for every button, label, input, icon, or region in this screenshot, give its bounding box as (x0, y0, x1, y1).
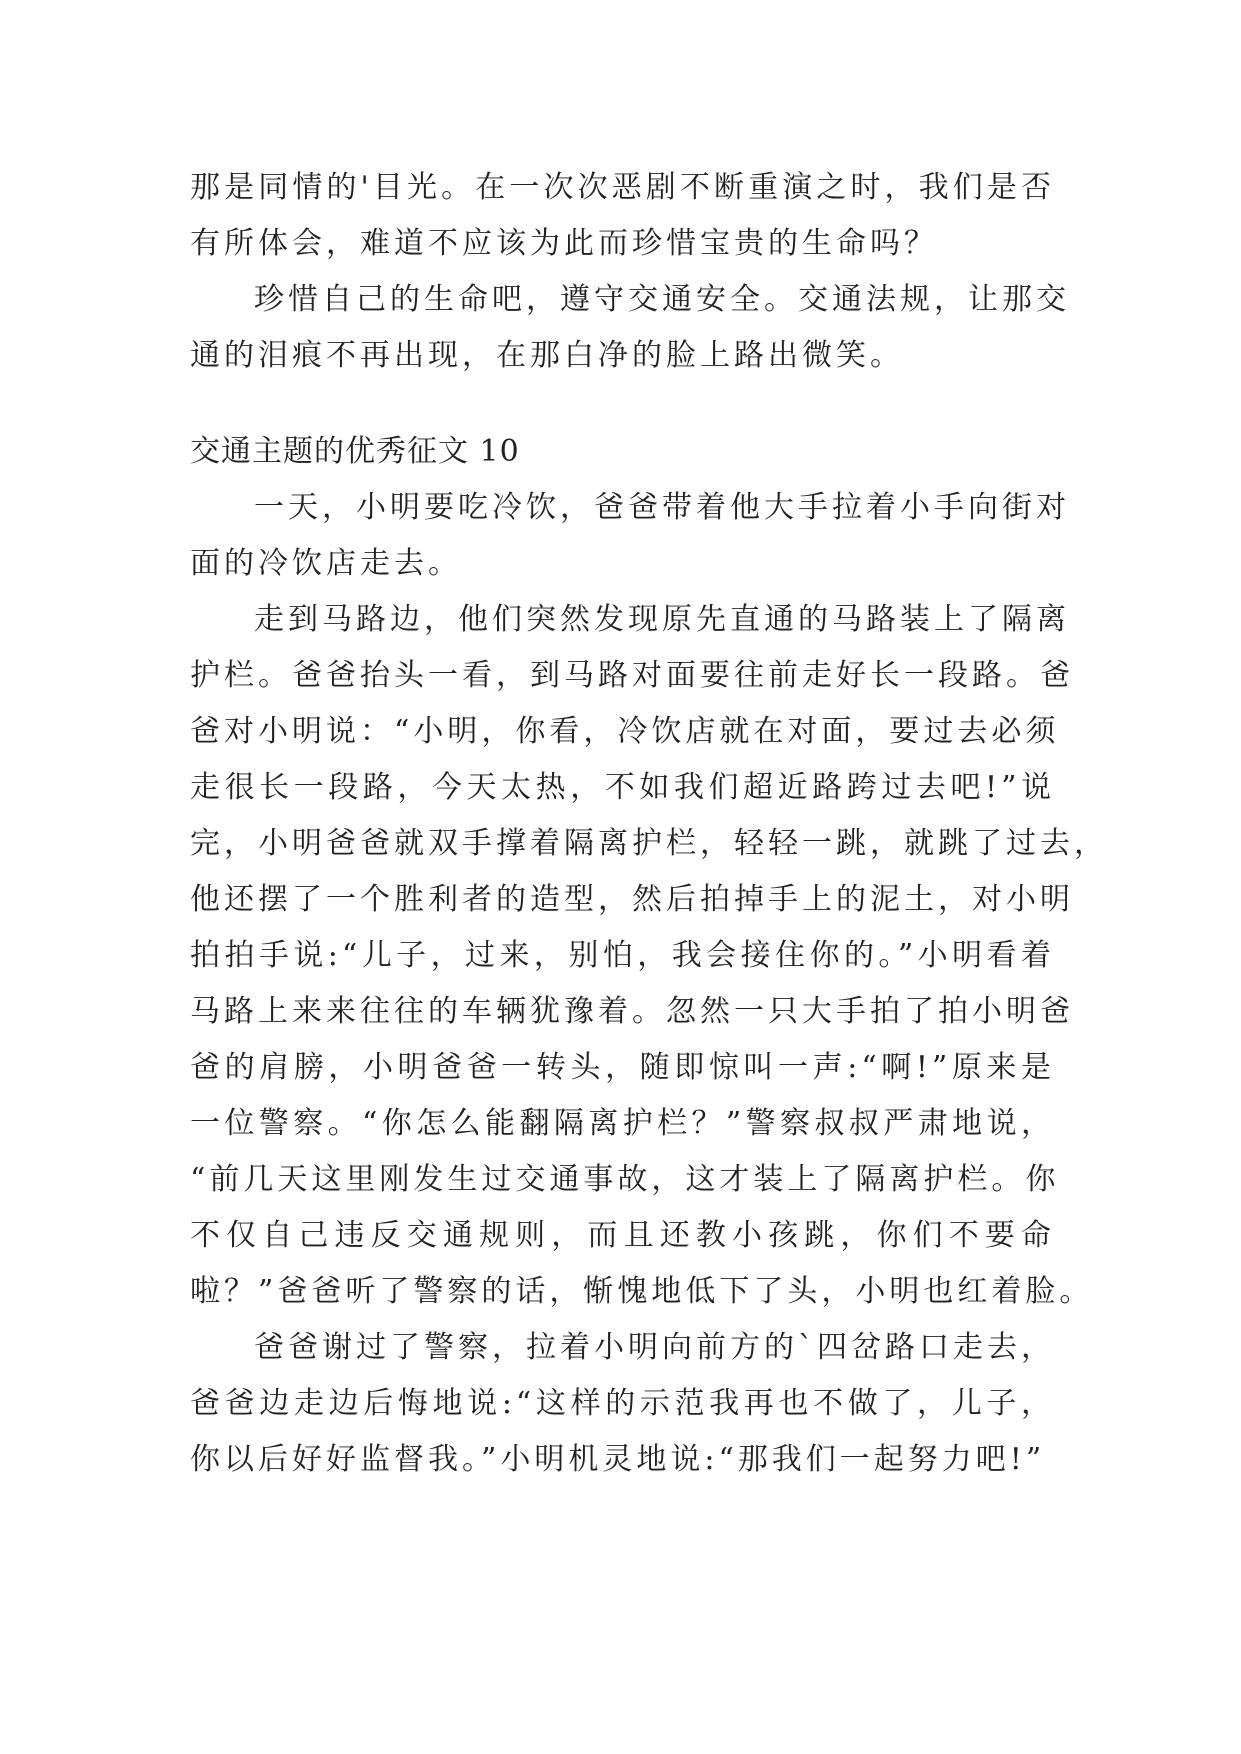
document-page (190, 160, 1108, 1488)
text-line: 珍惜自己的生命吧，遵守交通安全。交通法规，让那交 (254, 282, 1070, 317)
text-line: 爸爸谢过了警察，拉着小明向前方的`四岔路口走去， (254, 1330, 1055, 1365)
text-line: 爸的肩膀，小明爸爸一转头，随即惊叫一声:“啊!”原来是 (190, 1050, 1055, 1085)
text-line: 那是同情的'目光。在一次次恶剧不断重演之时，我们是否 (190, 170, 1055, 205)
text-line: 有所体会，难道不应该为此而珍惜宝贵的生命吗？ (190, 226, 938, 261)
text-line: 爸对小明说：“小明，你看，冷饮店就在对面，要过去必须 (190, 714, 1060, 749)
paragraph-1 (190, 480, 1070, 592)
text-line: 一天，小明要吃冷饮，爸爸带着他大手拉着小手向街对 (254, 490, 1070, 525)
text-line: 不仅自己违反交通规则，而且还教小孩跳，你们不要命 (190, 1218, 1055, 1253)
paragraph-3 (190, 1320, 1055, 1488)
text-line: 走到马路边，他们突然发现原先直通的马路装上了隔离 (254, 602, 1070, 637)
text-line: 走很长一段路，今天太热，不如我们超近路跨过去吧!”说 (190, 770, 1055, 805)
text-line: “前几天这里刚发生过交通事故，这才装上了隔离护栏。你 (190, 1162, 1060, 1197)
text-line: 啦？”爸爸听了警察的话，惭愧地低下了头，小明也红着脸。 (190, 1274, 1094, 1309)
paragraph-continued (190, 160, 1055, 272)
text-line: 爸爸边走边后悔地说:“这样的示范我再也不做了，儿子， (190, 1386, 1055, 1421)
text-line: 他还摆了一个胜利者的造型，然后拍掉手上的泥土，对小明 (190, 882, 1074, 917)
section-gap (190, 384, 1055, 424)
text-line: 马路上来来往往的车辆犹豫着。忽然一只大手拍了拍小明爸 (190, 994, 1074, 1029)
paragraph-2 (190, 592, 1108, 1320)
text-line: 你以后好好监督我。”小明机灵地说:“那我们一起努力吧!” (190, 1442, 1046, 1477)
section-heading: 交通主题的优秀征文 10 (190, 434, 520, 469)
paragraph-closing (190, 272, 1070, 384)
text-line: 面的冷饮店走去。 (190, 546, 462, 581)
text-line: 拍拍手说:“儿子，过来，别怕，我会接住你的。”小明看着 (190, 938, 1055, 973)
text-line: 护栏。爸爸抬头一看，到马路对面要往前走好长一段路。爸 (190, 658, 1074, 693)
text-line: 完，小明爸爸就双手撑着隔离护栏，轻轻一跳，就跳了过去， (190, 826, 1108, 861)
text-line: 一位警察。“你怎么能翻隔离护栏？”警察叔叔严肃地说， (190, 1106, 1055, 1141)
text-line: 通的泪痕不再出现，在那白净的脸上路出微笑。 (190, 338, 904, 373)
